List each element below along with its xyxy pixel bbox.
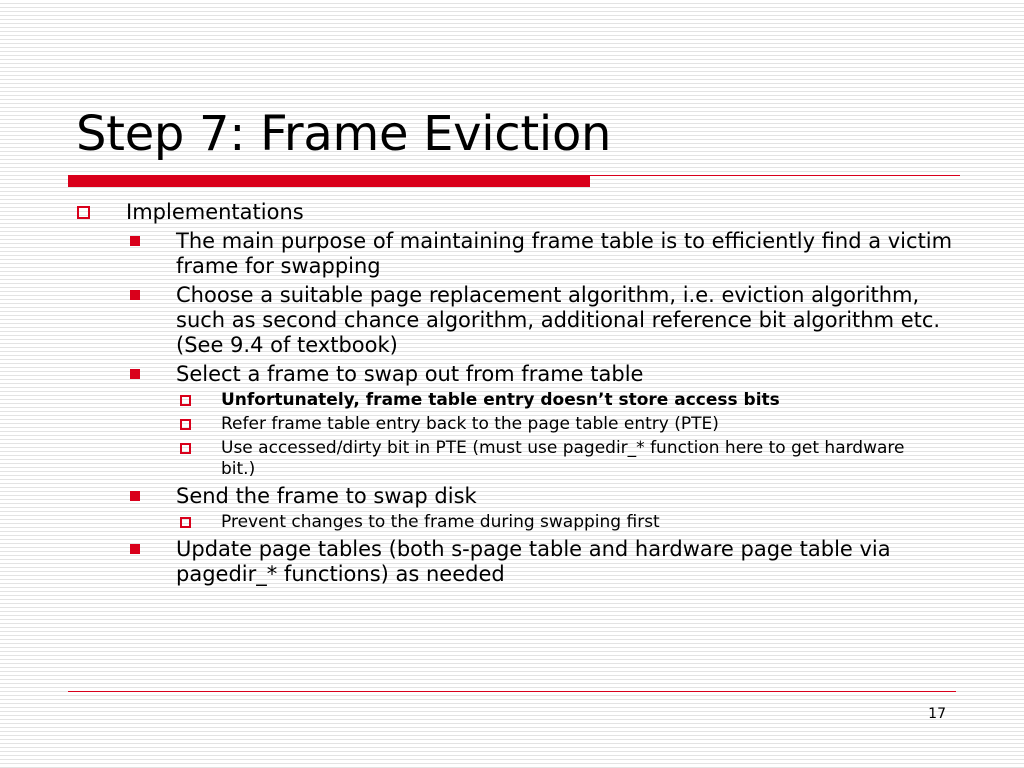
bullet-item-level2 — [0, 362, 1024, 387]
hollow-square-bullet-icon — [77, 206, 90, 219]
bullet-item-level3 — [0, 438, 1024, 480]
bullet-text: Refer frame table entry back to the page table entry (PTE) — [221, 414, 719, 434]
bullet-list — [0, 199, 1024, 587]
filled-square-bullet-icon — [130, 369, 140, 379]
bullet-text: Prevent changes to the frame during swapping first — [221, 512, 660, 532]
bullet-text: Send the frame to swap disk — [176, 484, 477, 508]
bullet-text: Update page tables (both s-page table and hardware page table via pagedir_* functions) as needed — [176, 537, 891, 586]
bullet-item-level2 — [0, 229, 1024, 279]
bullet-text: Implementations — [126, 200, 304, 224]
page-number: 17 — [928, 706, 946, 722]
bullet-item-level3 — [0, 390, 1024, 411]
bullet-text: Select a frame to swap out from frame table — [176, 362, 644, 386]
hollow-square-bullet-icon — [180, 517, 191, 528]
bullet-text: Choose a suitable page replacement algorithm, i.e. eviction algorithm, such as second chance algorithm, additional reference bit algorithm etc. (See 9.4 of textbook) — [176, 283, 941, 357]
bullet-item-level2 — [0, 537, 1024, 587]
hollow-square-bullet-icon — [180, 395, 191, 406]
bullet-item-level3 — [0, 414, 1024, 435]
title-rule-line — [590, 175, 960, 176]
filled-square-bullet-icon — [130, 290, 140, 300]
bullet-text: The main purpose of maintaining frame table is to efficiently find a victim frame for swapping — [176, 229, 953, 278]
bullet-item-level3 — [0, 512, 1024, 533]
bullet-text: Unfortunately, frame table entry doesn’t store access bits — [221, 390, 780, 410]
title-accent-bar — [68, 175, 590, 187]
slide-title: Step 7: Frame Eviction — [76, 106, 612, 162]
bullet-item-level2 — [0, 484, 1024, 509]
bullet-text: Use accessed/dirty bit in PTE (must use pagedir_* function here to get hardware bit.) — [221, 438, 905, 479]
hollow-square-bullet-icon — [180, 419, 191, 430]
footer-rule-line — [68, 691, 956, 692]
filled-square-bullet-icon — [130, 236, 140, 246]
filled-square-bullet-icon — [130, 491, 140, 501]
filled-square-bullet-icon — [130, 544, 140, 554]
bullet-item-level2 — [0, 283, 1024, 358]
bullet-item-level1 — [0, 199, 1024, 225]
hollow-square-bullet-icon — [180, 443, 191, 454]
